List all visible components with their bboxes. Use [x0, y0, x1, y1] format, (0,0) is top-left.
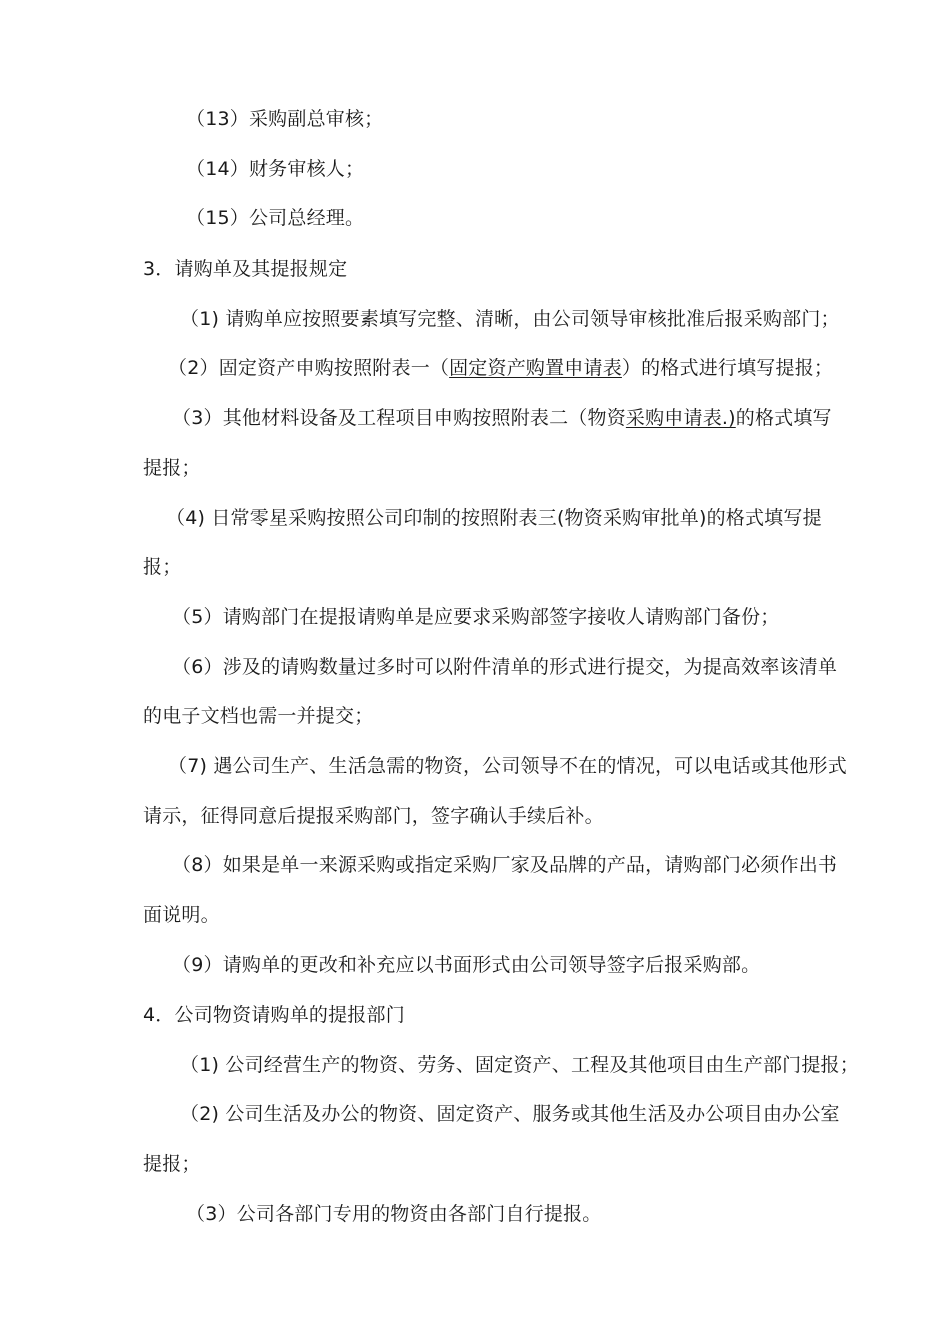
rule-3-9: （9）请购单的更改和补充应以书面形式由公司领导签字后报采购部。	[172, 954, 761, 976]
rule-3-2-suffix: ）的格式进行填写提报；	[621, 357, 834, 379]
list-item-14: （14）财务审核人；	[186, 158, 365, 180]
rule-3-7: （7) 遇公司生产、生活急需的物资，公司领导不在的情况，可以电话或其他形式	[168, 755, 847, 777]
form-link-fixed-asset: 固定资产购置申请表	[449, 357, 622, 379]
rule-4-2: （2) 公司生活及办公的物资、固定资产、服务或其他生活及办公项目由办公室	[180, 1103, 840, 1125]
rule-4-3: （3）公司各部门专用的物资由各部门自行提报。	[186, 1203, 602, 1225]
rule-3-3-continued: 提报；	[143, 457, 201, 479]
rule-3-5: （5）请购部门在提报请购单是应要求采购部签字接收人请购部门备份；	[172, 606, 780, 628]
form-link-material-purchase: 采购申请表.)	[625, 407, 736, 429]
list-item-15: （15）公司总经理。	[186, 207, 365, 229]
rule-3-2-prefix: （2）固定资产申购按照附表一（	[168, 357, 450, 379]
list-item-13: （13）采购副总审核；	[186, 108, 384, 130]
rule-3-8: （8）如果是单一来源采购或指定采购厂家及品牌的产品，请购部门必须作出书	[172, 854, 838, 876]
section-heading-4: 4．公司物资请购单的提报部门	[143, 1004, 405, 1026]
rule-3-3-suffix: 的格式填写	[735, 407, 832, 429]
rule-3-4-continued: 报；	[143, 556, 182, 578]
rule-3-8-continued: 面说明。	[143, 904, 220, 926]
rule-3-7-continued: 请示，征得同意后提报采购部门，签字确认手续后补。	[143, 805, 604, 827]
rule-3-3	[172, 405, 832, 431]
rule-4-2-continued: 提报；	[143, 1153, 201, 1175]
rule-3-2	[168, 355, 833, 381]
rule-3-3-prefix: （3）其他材料设备及工程项目申购按照附表二（物资	[172, 407, 626, 429]
rule-3-4: （4) 日常零星采购按照公司印制的按照附表三(物资采购审批单)的格式填写提	[166, 507, 822, 529]
rule-4-1: （1) 公司经营生产的物资、劳务、固定资产、工程及其他项目由生产部门提报；	[180, 1054, 859, 1076]
rule-3-6: （6）涉及的请购数量过多时可以附件清单的形式进行提交，为提高效率该清单	[172, 656, 838, 678]
section-heading-3: 3．请购单及其提报规定	[143, 258, 348, 280]
rule-3-1: （1) 请购单应按照要素填写完整、清晰，由公司领导审核批准后报采购部门；	[180, 308, 840, 330]
rule-3-6-continued: 的电子文档也需一并提交；	[143, 705, 374, 727]
